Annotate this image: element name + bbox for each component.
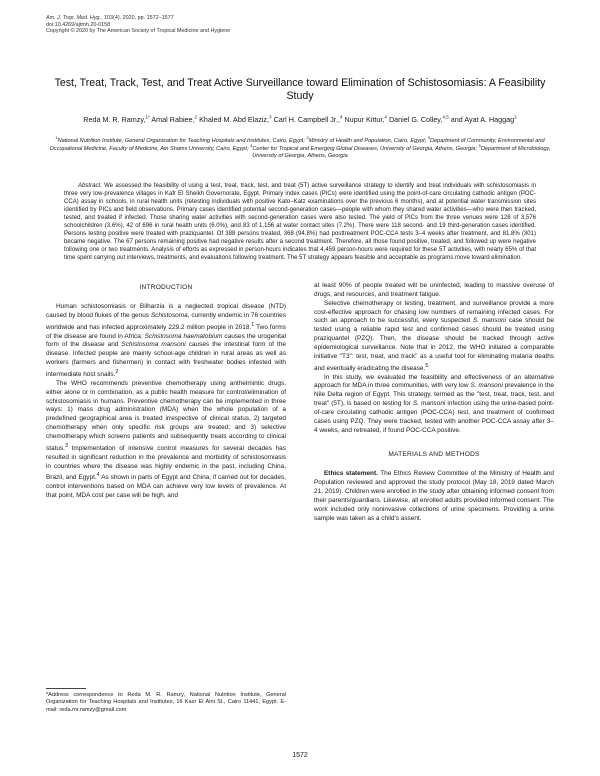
copyright: Copyright © 2020 by The American Society of Tropical Medicine and Hygiene [46, 28, 231, 35]
section-spacer [314, 435, 554, 449]
affiliations: $^1$National Nutrition Institute, General Organization for Teaching Hospitals and Institutes, Cairo, Egypt; $^2$Ministry of Health and Population, Cairo, Egypt; $^3$Department of Community, Environmental and Occupational Medicine, Faculty of Medicine, Ain Shams University, Cairo, Egypt; $^4$Center for Tropical and Emerging Global Diseases, University of Georgia, Athens, Georgia; $^5$Department of Microbiology, University of Georgia, Athens, Georgia [49, 135, 551, 160]
intro-paragraph-4: Selective chemotherapy or testing, treatment, and surveillance provide a more cost-effective approach for chasing low numbers of remaining infected cases. For such an approach to be successful, every suspected S. mansoni case should be tested using a reliable rapid test and confirmed cases should be treated using praziquantel (PZQ). Then, the disease should be tracked through active epidemiological surveillance. Note that in 2012, the WHO initiated a comparable initiative "T3": test, treat, and track" as a useful tool for eliminating malaria deaths and eventually eradicating the disease.$^5$ [314, 299, 554, 372]
running-header [46, 15, 346, 35]
methods-heading: MATERIALS AND METHODS [388, 451, 480, 459]
right-column [314, 282, 554, 523]
abstract [64, 182, 536, 262]
footnote-divider [46, 688, 86, 689]
author-list: Reda M. R. Ramzy,$^{1*}$ Amal Rabiee,$^2$ Khaled M. Abd Elaziz,$^3$ Carl H. Campbell Jr.,$^4$ Nupur Kittur,$^4$ Daniel G. Colley,$^{4,5}$ and Ayat A. Haggag$^2$ [83, 114, 517, 124]
introduction-heading: INTRODUCTION [139, 284, 193, 291]
intro-paragraph-1: Human schistosomiasis or Bilharzia is a neglected tropical disease (NTD) caused by blood flukes of the genus Schistosoma, currently endemic in 76 countries worldwide and has infected approximately 229.2 million people in 2018.$^1$ Two forms of the disease are found in Africa: Schistosoma haematobium causes the urogenital form of the disease and Schistosoma mansoni causes the intestinal form of the disease. Infected people are mainly school-age children in rural areas as well as workers (farmers and fishermen) in contact with freshwater bodies infested with intermediate host snails.$^2$ [46, 302, 286, 379]
doi: doi:10.4269/ajtmh.20-0158 [46, 21, 111, 28]
abstract-paragraph: Abstract. We assessed the feasibility of using a test, treat, track, test, and treat (5T) active surveillance strategy to identify and treat individuals with schistosomiasis in three very low-prevalence villages in Kafr El Sheikh Governorate, Egypt. Primary index cases (PICs) were identified using the point-of-care circulating cathodic antigen (POC-CCA) assay in schools, in rural health units (retesting individuals with positive Kato–Katz examinations over the previous 6 months), and at potential water transmission sites identified by PICs and field observations. Primary cases identified potential second-generation cases—people with whom they shared water activities—who were then tracked, tested, and treated if infected. Those sharing water activities with second-generation cases were also tested. The yield of PICs from the three venues were 128 of 3,576 schoolchildren (3.6%), 42 of 696 in rural health units (6.0%), and 83 of 1,156 at water contact sites (7.2%). There were 118 second- and 19 third-generation cases identified. Persons testing positive were treated with praziquantel. Of 388 persons treated, 368 (94.8%) had posttreatment POC-CCA tests 3–4 weeks after treatment, and 81.8% (301) became negative. The 67 persons remaining positive had negative results after a second treatment. Therefore, all those found positive, treated, and followed up were negative following one or two treatments. Analysis of efforts as expressed in person-hours indicates that 4,459 person-hours were required for these 5T activities, with nearly 65% of that time spent carrying out interviews, treatments, and evaluations following treatment. The 5T strategy appears feasible and acceptable as programs move toward elimination. [64, 183, 536, 262]
correspondence-footnote: *Address correspondence to Reda M. R. Ramzy, National Nutrition Institute, General Organization for Teaching Hospitals and Institutes, 16 Kasr El Aini St., Cairo 11441, Egypt. E-mail: reda.mr.ramzy@gmail.com [46, 692, 286, 713]
journal-citation: Am. J. Trop. Med. Hyg., 103(4), 2020, pp. 1572–1577 [46, 15, 174, 21]
article-title: Test, Treat, Track, Test, and Treat Active Surveillance toward Elimination of Schistosomiasis: A Feasibility Study [54, 77, 546, 103]
ethics-paragraph: Ethics statement. The Ethics Review Committee of the Ministry of Health and Population reviewed and approved the study protocol (May 18, 2019 dated March 21, 2019). Children were enrolled in the study after obtaining informed consent from their parents/guardians. Likewise, all enrolled adults provided informed consent. The work included only noninvasive collections of urine specimens. Providing a urine sample was taken as a child's assent. [314, 470, 554, 522]
ethics-label: Ethics statement. [324, 470, 378, 478]
page-number: 1572 [292, 752, 308, 759]
intro-paragraph-2: The WHO recommends preventive chemotherapy using anthelmintic drugs, either alone or in combination, as a public health measure for control/elimination of schistosomiasis in humans. Preventive chemotherapy can be implemented in three ways: 1) mass drug administration (MDA) when the whole population of a predefined geographical area is treated irrespective of clinical status, 2) targeted chemotherapy when only specific risk groups are treated; and 3) selective chemotherapy which screens patients and subsequently treats according to clinical status.$^3$ Implementation of intensive control measures for several decades has resulted in significant reduction in the prevalence and morbidity of schistosomiasis in countries where the disease was highly endemic in the past, including China, Brazil, and Egypt.$^4$ As shown in parts of Egypt and China, if carried out for decades, control interventions based on MDA can achieve very low levels of prevalence. At that point, MDA cost per case will be high, and [46, 379, 286, 500]
intro-paragraph-3: at least 90% of people treated will be uninfected, leading to massive overuse of drugs, and resources, and treatment fatigue. [314, 282, 554, 298]
left-column [46, 282, 286, 501]
abstract-label: Abstract. [78, 183, 102, 189]
intro-paragraph-5: In this study, we evaluated the feasibility and effectiveness of an alternative approach for MDA in three communities, with very low S. mansoni prevalence in the Nile Delta region of Egypt. This strategy, termed as the "test, treat, track, test, and treat" (5T), is based on testing for S. mansoni infection using the urine-based point-of-care circulating cathodic antigen (POC-CCA) test, and treatment of confirmed cases using PZQ. They were tracked, tested with another POC-CCA assay after 3–4 weeks, and retreated, if found POC-CCA positive. [314, 373, 554, 434]
